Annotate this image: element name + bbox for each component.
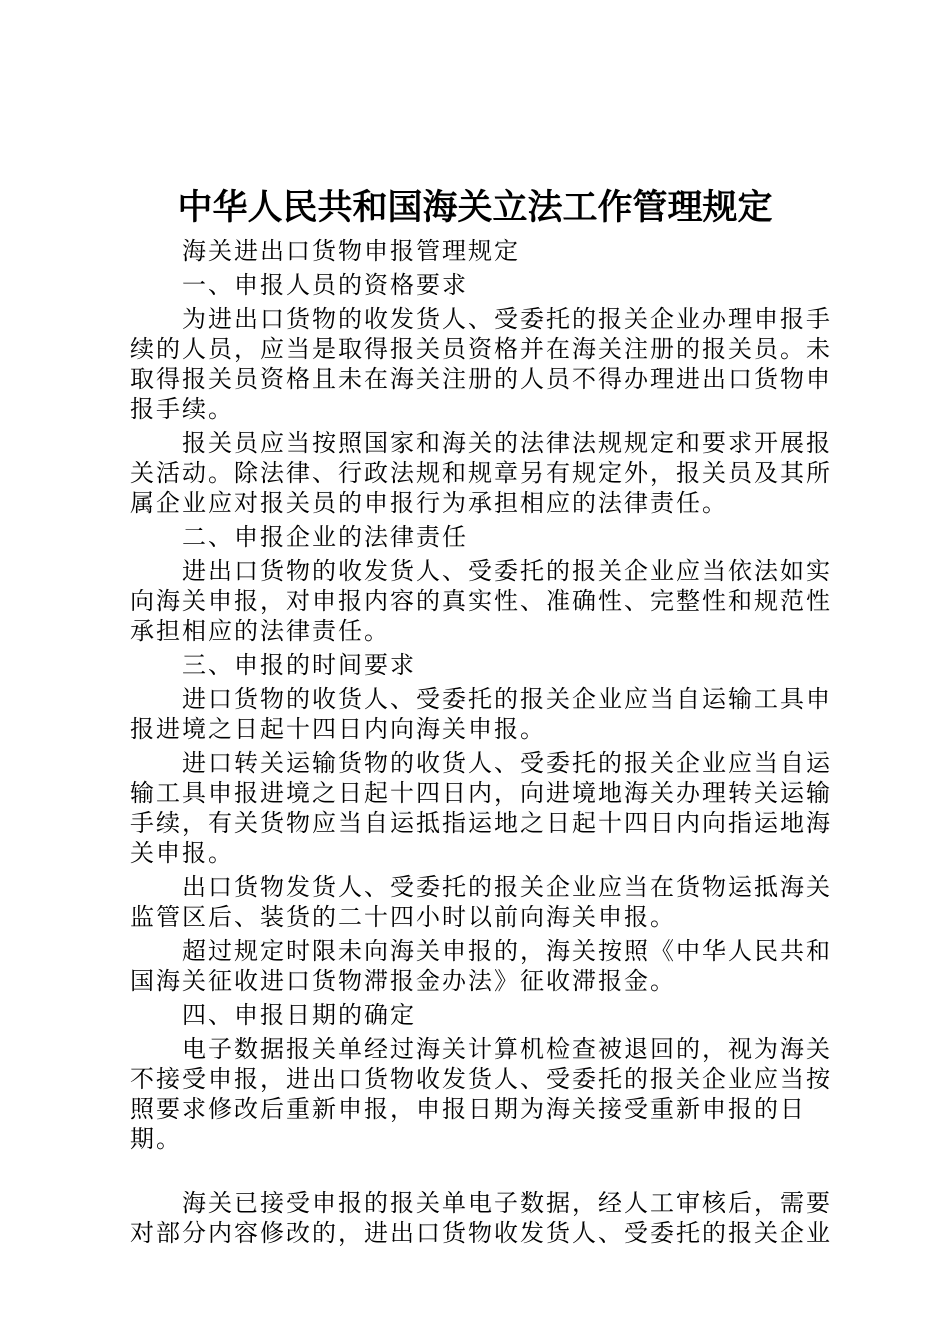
body-paragraph: 报关员应当按照国家和海关的法律法规规定和要求开展报关活动。除法律、行政法规和规章另有规定外，报关员及其所属企业应对报关员的申报行为承担相应的法律责任。: [130, 429, 832, 517]
body-paragraph: 进口转关运输货物的收货人、受委托的报关企业应当自运输工具申报进境之日起十四日内，向进境地海关办理转关运输手续，有关货物应当自运抵指运地之日起十四日内向指运地海关申报。: [130, 749, 832, 867]
body-paragraph: 为进出口货物的收发货人、受委托的报关企业办理申报手续的人员，应当是取得报关员资格并在海关注册的报关员。未取得报关员资格且未在海关注册的人员不得办理进出口货物申报手续。: [130, 305, 832, 423]
paragraph-spacer: [130, 1158, 832, 1188]
body-paragraph: 电子数据报关单经过海关计算机检查被退回的，视为海关不接受申报，进出口货物收发货人、受委托的报关企业应当按照要求修改后重新申报，申报日期为海关接受重新申报的日期。: [130, 1035, 832, 1153]
body-paragraph: 进口货物的收货人、受委托的报关企业应当自运输工具申报进境之日起十四日内向海关申报。: [130, 685, 832, 743]
subtitle-paragraph: 海关进出口货物申报管理规定: [182, 237, 520, 265]
section-heading-2: 二、申报企业的法律责任: [182, 523, 468, 551]
document-body: [130, 236, 832, 1252]
body-paragraph: 出口货物发货人、受委托的报关企业应当在货物运抵海关监管区后、装货的二十四小时以前向海关申报。: [130, 873, 832, 931]
body-paragraph: 超过规定时限未向海关申报的，海关按照《中华人民共和国海关征收进口货物滞报金办法》征收滞报金。: [130, 937, 832, 995]
body-paragraph: 海关已接受申报的报关单电子数据，经人工审核后，需要对部分内容修改的，进出口货物收发货人、受委托的报关企业: [130, 1189, 832, 1247]
section-heading-4: 四、申报日期的确定: [182, 1001, 416, 1029]
section-heading-1: 一、申报人员的资格要求: [182, 271, 468, 299]
section-heading-3: 三、申报的时间要求: [182, 651, 416, 679]
document-title: 中华人民共和国海关立法工作管理规定: [177, 187, 773, 228]
body-paragraph: 进出口货物的收发货人、受委托的报关企业应当依法如实向海关申报，对申报内容的真实性、准确性、完整性和规范性承担相应的法律责任。: [130, 557, 832, 645]
